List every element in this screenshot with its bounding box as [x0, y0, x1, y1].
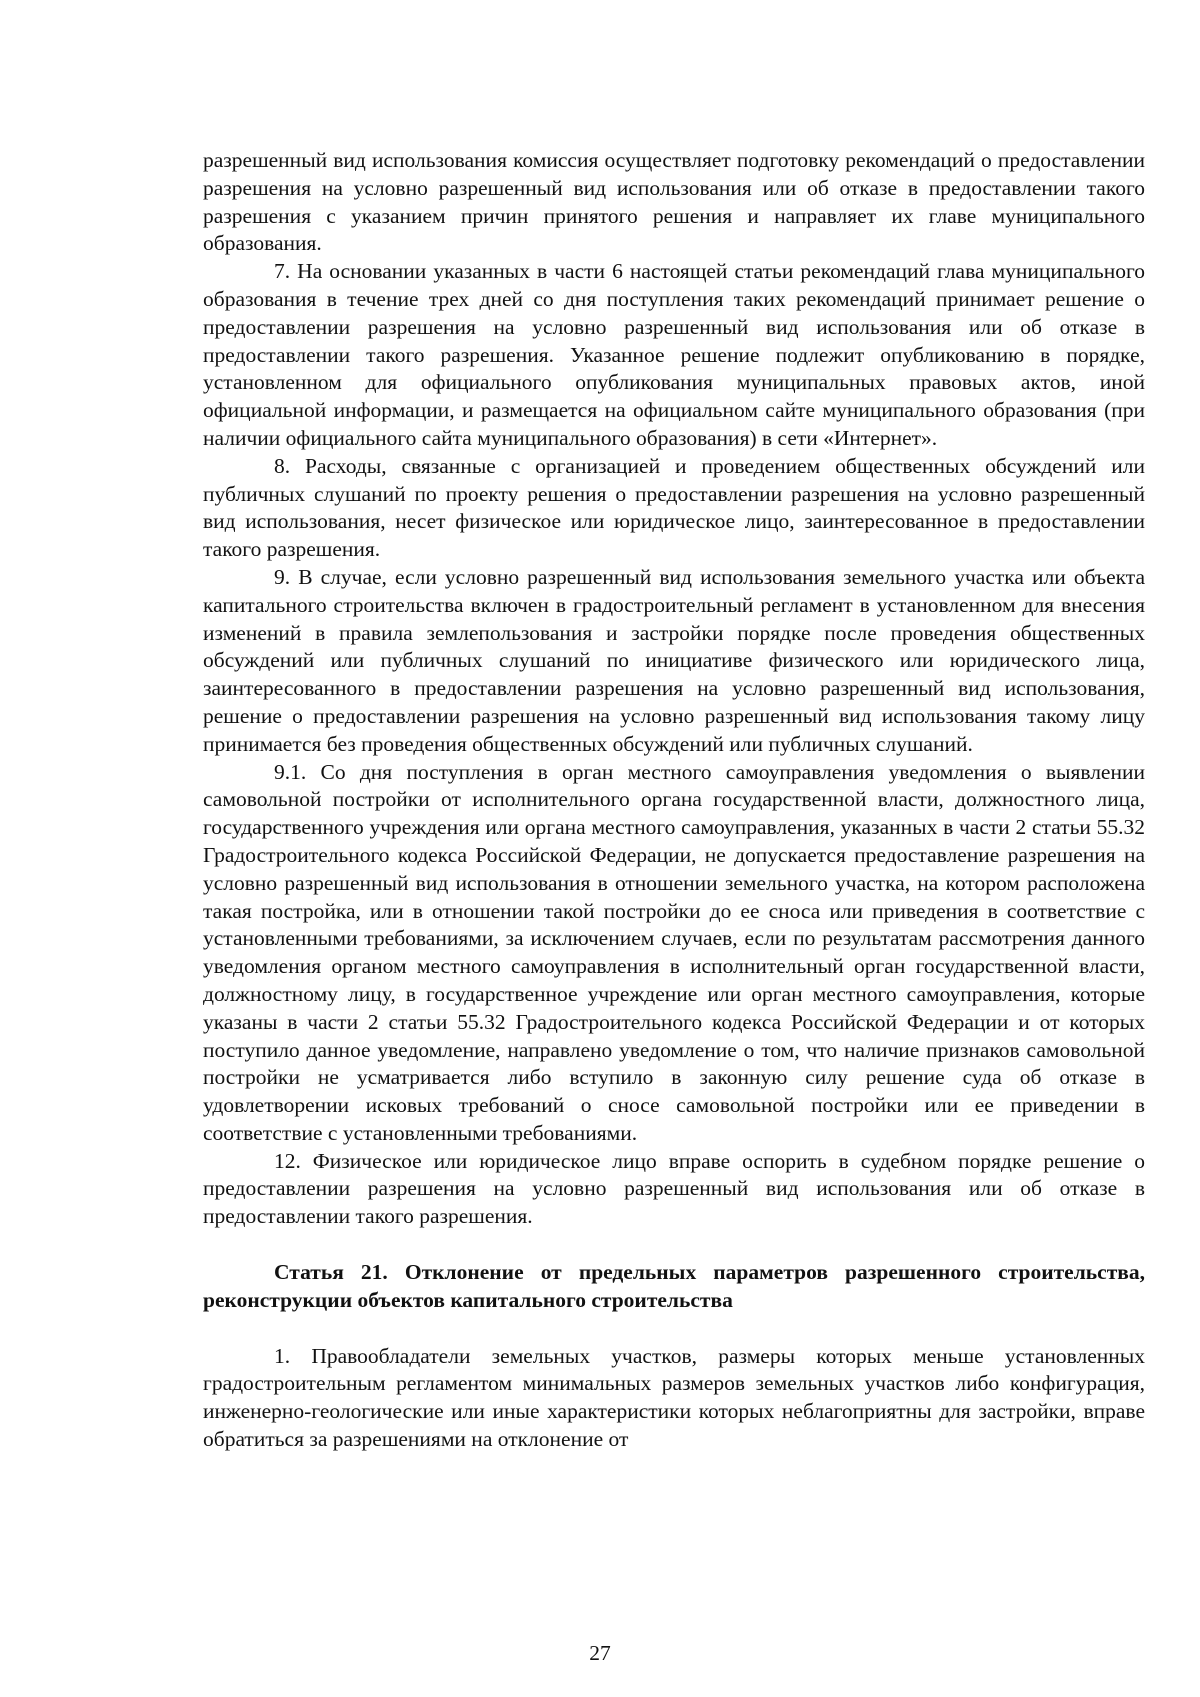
paragraph-item-7: 7. На основании указанных в части 6 настоящей статьи рекомендаций глава муниципального образования в течение трех дней со дня поступления таких рекомендаций принимает решение о предоставлении разрешения на условно разрешенный вид использования или об отказе в предоставлении такого разрешения. Указанное решение подлежит опубликованию в порядке, установленном для официального опубликования муниципальных правовых актов, иной официальной информации, и размещается на официальном сайте муниципального образования (при наличии официального сайта муниципального образования) в сети «Интернет».	[203, 259, 1145, 450]
paragraph-item-8: 8. Расходы, связанные с организацией и проведением общественных обсуждений или публичных слушаний по проекту решения о предоставлении разрешения на условно разрешенный вид использования, несет физическое или юридическое лицо, заинтересованное в предоставлении такого разрешения.	[203, 453, 1145, 562]
paragraph-item-9-1: 9.1. Со дня поступления в орган местного самоуправления уведомления о выявлении самовольной постройки от исполнительного органа государственной власти, должностного лица, государственного учреждения или органа местного самоуправления, указанных в части 2 статьи 55.32 Градостроительного кодекса Российской Федерации, не допускается предоставление разрешения на условно разрешенный вид использования в отношении земельного участка, на котором расположена такая постройка, или в отношении такой постройки до ее сноса или приведения в соответствие с установленными требованиями, за исключением случаев, если по результатам рассмотрения данного уведомления органом местного самоуправления в исполнительный орган государственной власти, должностному лицу, в государственное учреждение или орган местного самоуправления, которые указаны в части 2 статьи 55.32 Градостроительного кодекса Российской Федерации и от которых поступило данное уведомление, направлено уведомление о том, что наличие признаков самовольной постройки не усматривается либо вступило в законную силу решение суда об отказе в удовлетворении исковых требований о сносе самовольной постройки или ее приведении в соответствие с установленными требованиями.	[203, 759, 1145, 1145]
page-number: 27	[589, 1641, 611, 1665]
paragraph-continuation: разрешенный вид использования комиссия осуществляет подготовку рекомендаций о предоставлении разрешения на условно разрешенный вид использования или об отказе в предоставлении такого разрешения с указанием причин принятого решения и направляет их главе муниципального образования.	[203, 148, 1145, 256]
paragraph-article-21-item-1: 1. Правообладатели земельных участков, размеры которых меньше установленных градостроительным регламентом минимальных размеров земельных участков либо конфигурация, инженерно-геологические или иные характеристики которых неблагоприятны для застройки, вправе обратиться за разрешениями на отклонение от	[203, 1343, 1145, 1452]
paragraph-item-12: 12. Физическое или юридическое лицо вправе оспорить в судебном порядке решение о предоставлении разрешения на условно разрешенный вид использования или об отказе в предоставлении такого разрешения.	[203, 1148, 1145, 1229]
article-heading: Статья 21. Отклонение от предельных параметров разрешенного строительства, реконструкции объектов капитального строительства	[203, 1260, 1145, 1312]
document-body	[203, 147, 1145, 1454]
paragraph-item-9: 9. В случае, если условно разрешенный вид использования земельного участка или объекта капитального строительства включен в градостроительный регламент в установленном для внесения изменений в правила землепользования и застройки порядке после проведения общественных обсуждений или публичных слушаний по инициативе физического или юридического лица, заинтересованного в предоставлении разрешения на условно разрешенный вид использования, решение о предоставлении разрешения на условно разрешенный вид использования такому лицу принимается без проведения общественных обсуждений или публичных слушаний.	[203, 564, 1145, 756]
